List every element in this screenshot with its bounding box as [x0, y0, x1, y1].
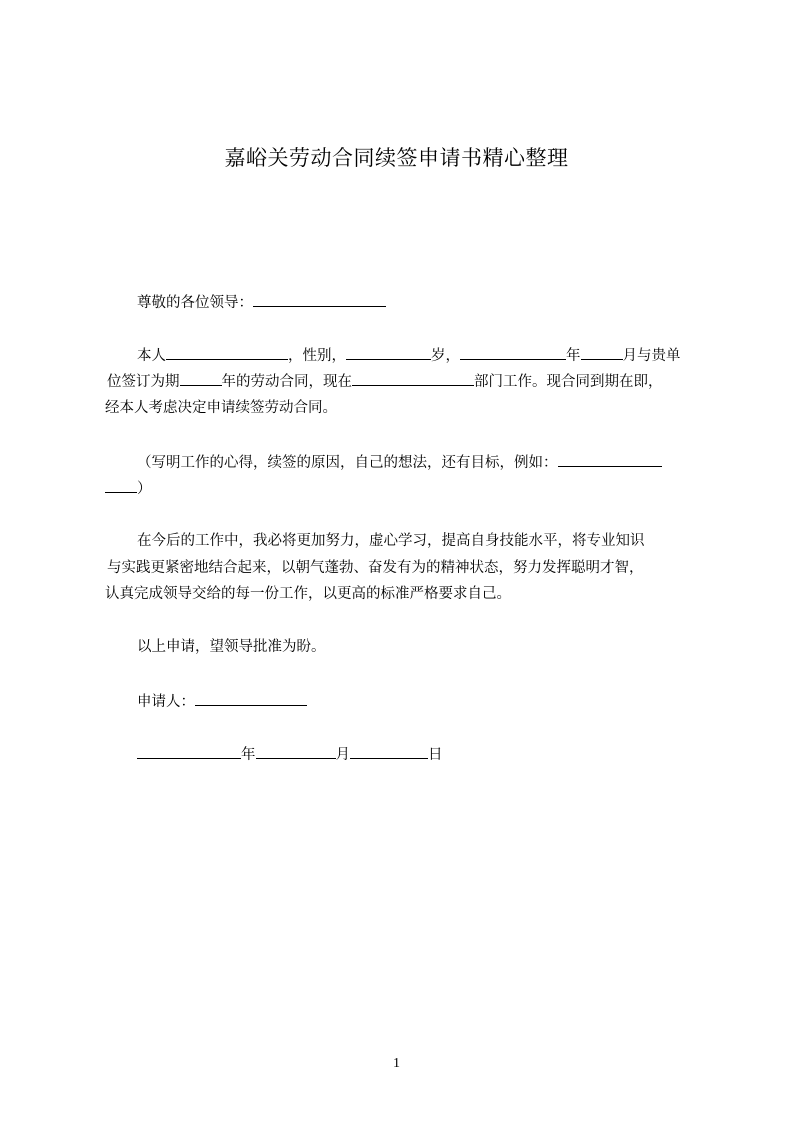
term-blank: [180, 371, 222, 386]
text: 位签订为期: [107, 374, 180, 390]
age-blank: [460, 345, 566, 360]
applicant-label: 申请人：: [137, 694, 195, 710]
applicant-line: [137, 691, 307, 712]
day-blank: [350, 744, 428, 759]
greeting-line: [137, 292, 386, 313]
closing-line: 以上申请，望领导批准为盼。: [137, 639, 326, 655]
greeting-text: 尊敬的各位领导：: [137, 295, 253, 311]
text: ，性别，: [288, 348, 346, 364]
text: （写明工作的心得，续签的原因，自己的想法，还有目标，例如：: [137, 455, 558, 471]
notes-blank-cont: [105, 478, 137, 493]
notes-blank: [558, 452, 662, 467]
text: 月与贵单: [622, 348, 681, 364]
document-title: 嘉峪关劳动合同续签申请书精心整理: [224, 146, 569, 170]
gender-blank: [346, 345, 431, 360]
paragraph-1-line-2: [107, 371, 663, 392]
paragraph-1-line-1: [137, 345, 681, 366]
year-label: 年: [241, 747, 256, 763]
month-date-blank: [256, 744, 336, 759]
department-blank: [352, 371, 474, 386]
day-label: 日: [428, 747, 443, 763]
month-label: 月: [335, 747, 350, 763]
text: 年: [566, 348, 581, 364]
paragraph-3-line-2: 与实践更紧密地结合起来，以朝气蓬勃、奋发有为的精神状态，努力发挥聪明才智，: [107, 560, 644, 576]
month-blank: [581, 345, 623, 360]
paragraph-3-line-3: 认真完成领导交给的每一份工作，以更高的标准严格要求自己。: [105, 586, 511, 602]
paragraph-1-line-3: 经本人考虑决定申请续签劳动合同。: [105, 400, 337, 416]
greeting-blank: [253, 292, 386, 307]
text: 本人: [137, 348, 166, 364]
paragraph-2-line-1: [137, 452, 662, 473]
text: 年的劳动合同，现在: [221, 374, 352, 390]
text: ）: [137, 481, 152, 497]
text: 岁，: [431, 348, 460, 364]
page-number: 1: [393, 1056, 400, 1071]
text: 部门工作。现合同到期在即，: [474, 374, 663, 390]
year-blank: [137, 744, 241, 759]
name-blank: [166, 345, 288, 360]
paragraph-2-line-2: [105, 478, 152, 499]
date-line: [137, 744, 443, 765]
applicant-blank: [195, 691, 307, 706]
paragraph-3-line-1: 在今后的工作中，我必将更加努力，虚心学习，提高自身技能水平，将专业知识: [137, 533, 645, 549]
